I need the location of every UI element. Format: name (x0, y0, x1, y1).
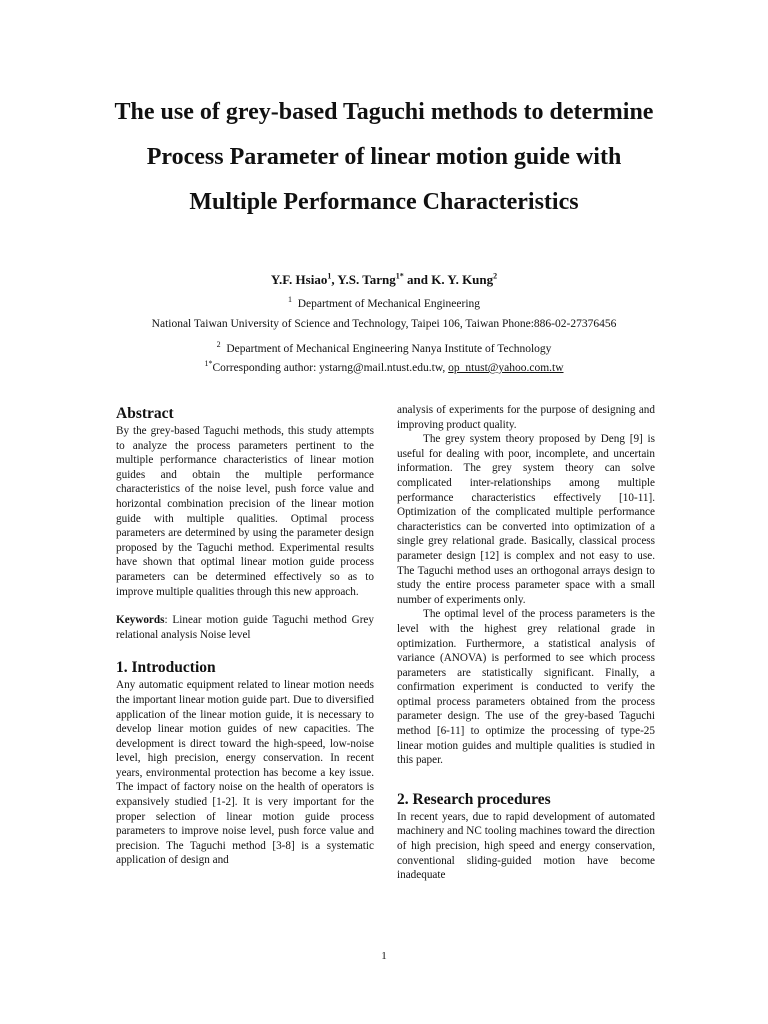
introduction-body: Any automatic equipment related to linear motion needs the important linear motion guide part. Due to diversified application of the linear motion guide, it is necessary to develop linear motion guides of new capacities. The development is direct toward the high-speed, low-noise level, high precision, energy conservation. In recent years, environmental protection has become a key issue. The impact of factory noise on the health of operators is expansively studied [1-2]. It is very important for the proper selection of linear motion guide process parameters to improve noise level, push force value and precision. The Taguchi method [3-8] is a systematic application of design and (116, 679, 374, 867)
introduction-heading: 1. Introduction (116, 659, 216, 677)
author-2-affil-mark: 1* (395, 271, 404, 281)
right-paragraph-4: In recent years, due to rapid development of automated machinery and NC tooling machines toward the direction of high precision, high speed and energy conservation, conventional sliding-guided motion have become inadequate (397, 810, 655, 882)
right-paragraph-3: The optimal level of the process parameters is the level with the highest grey relational grade in optimization. Furthermore, a statistical analysis of variance (ANOVA) is performed to see which process parameters are statistically significant. Finally, a confirmation experiment is conducted to verify the optimal process parameters obtained from the process parameter design. The use of the grey-based Taguchi method [6-11] to optimize the processing of type-25 linear motion guides and multiple qualities is studied in this paper. (397, 608, 655, 767)
right-column (397, 403, 655, 883)
corresponding-mark: 1* (204, 359, 213, 369)
author-3-affil-mark: 2 (493, 271, 498, 281)
corresponding-email-link[interactable]: op_ntust@yahoo.com.tw (448, 362, 564, 374)
corresponding-text: Corresponding author: ystarng@mail.ntust.edu.tw, (212, 362, 449, 374)
right-paragraph-2: The grey system theory proposed by Deng [9] is useful for dealing with poor, incomplete, and uncertain information. The grey system theory can solve complicated inter-relationships among multiple performance characteristics effectively [10-11]. Optimization of the complicated multiple performance characteristics can be converted into optimization of a single grey relational grade. Basically, classical process parameter design [12] is complex and not easy to use. The Taguchi method uses an orthogonal arrays design to study the entire process parameter space with a small number of experiments only. (397, 433, 655, 606)
affiliation-1-line-2: National Taiwan University of Science and Technology, Taipei 106, Taiwan Phone:886-02-27376456 (151, 318, 617, 330)
author-1: Y.F. Hsiao (270, 272, 328, 287)
corresponding-author (0, 359, 768, 374)
affiliation-1-line-1 (0, 295, 768, 310)
keywords-text: : Linear motion guide Taguchi method Grey relational analysis Noise level (116, 614, 374, 641)
author-3: and K. Y. Kung (403, 272, 494, 287)
paper-title: The use of grey-based Taguchi methods to determine Process Parameter of linear motion guide with Multiple Performance Characteristics (114, 99, 654, 215)
affiliation-1-mark: 1 (287, 295, 292, 305)
affiliation-1-department: Department of Mechanical Engineering (297, 298, 481, 310)
author-2: , Y.S. Tarng (331, 272, 396, 287)
abstract-body: By the grey-based Taguchi methods, this study attempts to analyze the process parameters pertinent to the multiple performance characteristics of linear motion guides and obtain the multiple performance characteristics of the noise level, push force value and horizontal combination precision of the linear motion guide with multiple qualities. Optimal process parameters are determined by using the parameter design proposed by the Taguchi method. Experimental results have shown that optimal linear motion guide process parameters can be determined effectively so as to improve multiple qualities through this new approach. (116, 425, 374, 598)
research-procedures-heading: 2. Research procedures (397, 790, 551, 808)
author-1-affil-mark: 1 (327, 271, 332, 281)
abstract-heading: Abstract (116, 405, 174, 422)
keywords-label: Keywords (116, 614, 165, 627)
keywords-paragraph (116, 613, 374, 642)
right-paragraph-1: analysis of experiments for the purpose of designing and improving product quality. (397, 404, 655, 431)
left-column (116, 404, 374, 868)
affiliation-2-mark: 2 (216, 340, 221, 350)
affiliation-2 (0, 340, 768, 355)
affiliation-2-department: Department of Mechanical Engineering Nanya Institute of Technology (226, 343, 552, 355)
author-list (0, 272, 768, 288)
page-number: 1 (381, 950, 387, 962)
